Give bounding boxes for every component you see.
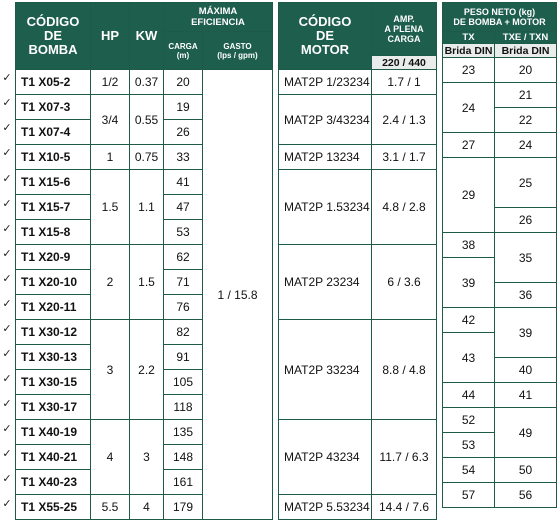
- carga-value: 161: [164, 470, 203, 495]
- amp-value: 1.7 / 1: [372, 70, 437, 95]
- header-peso: PESO NETO (kg) DE BOMBA + MOTOR: [443, 3, 557, 32]
- carga-value: 26: [164, 120, 203, 145]
- header-brida-tx: Brida DIN: [443, 44, 495, 58]
- weight-txe: 35: [495, 233, 557, 283]
- pump-code: T1 X10-5: [16, 145, 91, 170]
- pump-code: T1 X40-19: [16, 420, 91, 445]
- check-mark: ✓: [2, 248, 12, 260]
- check-mark: ✓: [2, 448, 12, 460]
- hp-value: 1/2: [91, 70, 130, 95]
- check-mark: ✓: [2, 72, 12, 84]
- check-mark: ✓: [2, 273, 12, 285]
- check-mark: ✓: [2, 348, 12, 360]
- check-mark: ✓: [2, 423, 12, 435]
- pump-code: T1 X15-8: [16, 220, 91, 245]
- pump-table: [15, 2, 273, 520]
- kw-value: 1.5: [130, 245, 164, 320]
- header-carga: CARGA (m): [164, 32, 203, 70]
- weight-txe: 26: [495, 208, 557, 233]
- pump-code: T1 X20-10: [16, 270, 91, 295]
- hp-value: 1: [91, 145, 130, 170]
- weight-txe: 41: [495, 383, 557, 408]
- carga-value: 71: [164, 270, 203, 295]
- weight-tx: 54: [443, 458, 495, 483]
- weight-txe: 36: [495, 283, 557, 308]
- amp-value: 4.8 / 2.8: [372, 170, 437, 245]
- pump-code: T1 X30-13: [16, 345, 91, 370]
- carga-value: 135: [164, 420, 203, 445]
- weight-txe: 39: [495, 308, 557, 358]
- pump-code: T1 X55-25: [16, 495, 91, 520]
- motor-table: [278, 2, 437, 520]
- weight-tx: 24: [443, 83, 495, 133]
- weight-txe: 22: [495, 108, 557, 133]
- weight-tx: 53: [443, 433, 495, 458]
- carga-value: 20: [164, 70, 203, 95]
- weight-txe: 24: [495, 133, 557, 158]
- kw-value: 0.37: [130, 70, 164, 95]
- carga-value: 91: [164, 345, 203, 370]
- pump-code: T1 X15-6: [16, 170, 91, 195]
- amp-value: 14.4 / 7.6: [372, 495, 437, 520]
- motor-code: MAT2P 5.53234: [279, 495, 372, 520]
- motor-code: MAT2P 23234: [279, 245, 372, 320]
- header-brida-txe: Brida DIN: [495, 44, 557, 58]
- kw-value: 4: [130, 495, 164, 520]
- check-mark: ✓: [2, 147, 12, 159]
- weight-tx: 39: [443, 258, 495, 308]
- carga-value: 33: [164, 145, 203, 170]
- carga-value: 62: [164, 245, 203, 270]
- pump-code: T1 X20-11: [16, 295, 91, 320]
- carga-value: 47: [164, 195, 203, 220]
- carga-value: 105: [164, 370, 203, 395]
- weight-txe: 40: [495, 358, 557, 383]
- pump-code: T1 X40-23: [16, 470, 91, 495]
- carga-value: 148: [164, 445, 203, 470]
- carga-value: 76: [164, 295, 203, 320]
- weight-txe: 25: [495, 158, 557, 208]
- check-mark: ✓: [2, 122, 12, 134]
- weight-txe: 50: [495, 458, 557, 483]
- header-codigo-bomba: CÓDIGO DE BOMBA: [16, 3, 91, 70]
- header-hp: HP: [91, 3, 130, 70]
- kw-value: 3: [130, 420, 164, 495]
- amp-value: 2.4 / 1.3: [372, 95, 437, 145]
- header-codigo-motor: CÓDIGO DE MOTOR: [279, 3, 372, 70]
- weight-tx: 23: [443, 58, 495, 83]
- check-mark: ✓: [2, 373, 12, 385]
- pump-code: T1 X07-4: [16, 120, 91, 145]
- gasto-value: 1 / 15.8: [203, 70, 273, 520]
- pump-code: T1 X15-7: [16, 195, 91, 220]
- check-mark: ✓: [2, 323, 12, 335]
- pump-code: T1 X07-3: [16, 95, 91, 120]
- hp-value: 4: [91, 420, 130, 495]
- carga-value: 19: [164, 95, 203, 120]
- header-voltaje: 220 / 440: [372, 56, 437, 70]
- pump-code: T1 X30-15: [16, 370, 91, 395]
- carga-value: 179: [164, 495, 203, 520]
- weight-tx: 29: [443, 158, 495, 233]
- weight-txe: 21: [495, 83, 557, 108]
- weight-tx: 38: [443, 233, 495, 258]
- weight-txe: 56: [495, 483, 557, 508]
- pump-code: T1 X30-12: [16, 320, 91, 345]
- motor-code: MAT2P 13234: [279, 145, 372, 170]
- check-mark: ✓: [2, 198, 12, 210]
- weight-txe: 20: [495, 58, 557, 83]
- hp-value: 3/4: [91, 95, 130, 145]
- weight-txe: 49: [495, 408, 557, 458]
- hp-value: 1.5: [91, 170, 130, 245]
- motor-code: MAT2P 43234: [279, 420, 372, 495]
- check-mark: ✓: [2, 298, 12, 310]
- header-gasto: GASTO (lps / gpm): [203, 32, 273, 70]
- check-mark: ✓: [2, 473, 12, 485]
- check-mark: ✓: [2, 97, 12, 109]
- amp-value: 6 / 3.6: [372, 245, 437, 320]
- pump-code: T1 X30-17: [16, 395, 91, 420]
- hp-value: 5.5: [91, 495, 130, 520]
- hp-value: 2: [91, 245, 130, 320]
- weight-tx: 52: [443, 408, 495, 433]
- pump-code: T1 X05-2: [16, 70, 91, 95]
- kw-value: 2.2: [130, 320, 164, 420]
- weight-tx: 42: [443, 308, 495, 333]
- check-mark-column: [0, 0, 14, 523]
- carga-value: 82: [164, 320, 203, 345]
- kw-value: 0.55: [130, 95, 164, 145]
- weight-tx: 57: [443, 483, 495, 508]
- pump-code: T1 X20-9: [16, 245, 91, 270]
- motor-code: MAT2P 3/43234: [279, 95, 372, 145]
- kw-value: 0.75: [130, 145, 164, 170]
- check-mark: ✓: [2, 498, 12, 510]
- header-max-eficiencia: MÁXIMA EFICIENCIA: [164, 3, 273, 32]
- motor-code: MAT2P 1.53234: [279, 170, 372, 245]
- amp-value: 8.8 / 4.8: [372, 320, 437, 420]
- check-mark: ✓: [2, 223, 12, 235]
- header-kw: KW: [130, 3, 164, 70]
- check-mark: ✓: [2, 173, 12, 185]
- hp-value: 3: [91, 320, 130, 420]
- motor-code: MAT2P 33234: [279, 320, 372, 420]
- carga-value: 41: [164, 170, 203, 195]
- weight-tx: 44: [443, 383, 495, 408]
- weight-tx: 43: [443, 333, 495, 383]
- carga-value: 118: [164, 395, 203, 420]
- weight-table: [442, 2, 557, 508]
- header-txe: TXE / TXN: [495, 32, 557, 44]
- weight-tx: 27: [443, 133, 495, 158]
- kw-value: 1.1: [130, 170, 164, 245]
- check-mark: ✓: [2, 398, 12, 410]
- header-tx: TX: [443, 32, 495, 44]
- amp-value: 3.1 / 1.7: [372, 145, 437, 170]
- header-amp: AMP. A PLENA CARGA: [372, 3, 437, 56]
- motor-code: MAT2P 1/23234: [279, 70, 372, 95]
- pump-code: T1 X40-21: [16, 445, 91, 470]
- carga-value: 53: [164, 220, 203, 245]
- amp-value: 11.7 / 6.3: [372, 420, 437, 495]
